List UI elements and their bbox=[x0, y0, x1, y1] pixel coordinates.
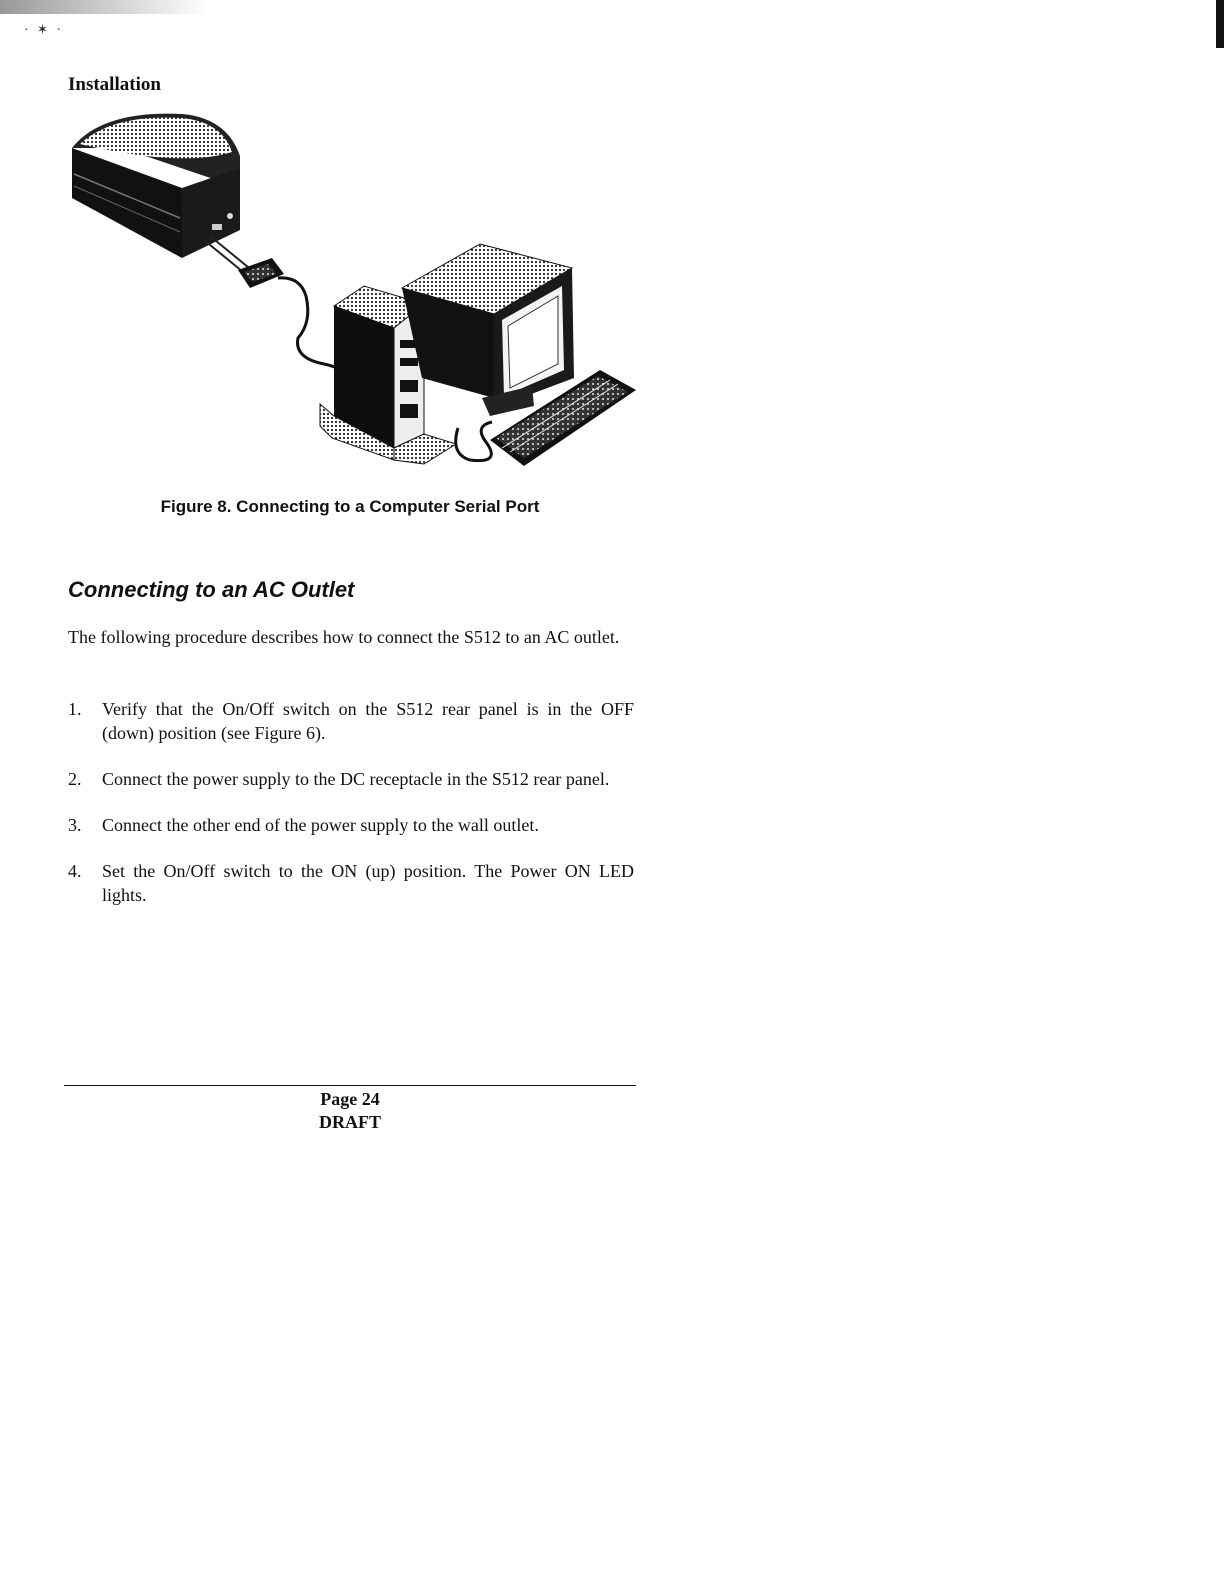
page-number: Page 24 bbox=[320, 1089, 380, 1109]
figure-illustration bbox=[62, 108, 642, 480]
running-header: Installation bbox=[68, 74, 161, 95]
step-number: 1. bbox=[68, 699, 82, 719]
section-heading: Connecting to an AC Outlet bbox=[68, 577, 355, 602]
intro-paragraph: The following procedure describes how to connect the S512 to an AC outlet. bbox=[68, 627, 620, 647]
list-item bbox=[68, 859, 634, 907]
step-text: Connect the power supply to the DC receptacle in the S512 rear panel. bbox=[102, 769, 610, 789]
list-item bbox=[68, 813, 634, 837]
scan-edge-mark bbox=[1216, 0, 1224, 48]
step-number: 2. bbox=[68, 769, 82, 789]
figure-caption: Figure 8. Connecting to a Computer Serial Port bbox=[160, 497, 540, 516]
draft-label: DRAFT bbox=[319, 1112, 381, 1132]
procedure-steps bbox=[68, 697, 634, 929]
s512-device-icon bbox=[72, 114, 240, 258]
step-text: Verify that the On/Off switch on the S512 rear panel is in the OFF (down) position (see Figure 6). bbox=[102, 699, 634, 743]
list-item bbox=[68, 767, 634, 791]
scan-artifact bbox=[0, 0, 210, 14]
list-item bbox=[68, 697, 634, 745]
step-number: 3. bbox=[68, 815, 82, 835]
step-text: Connect the other end of the power supply to the wall outlet. bbox=[102, 815, 539, 835]
footer-divider bbox=[64, 1085, 636, 1086]
scan-specks: ·✶· bbox=[24, 23, 70, 38]
monitor-icon bbox=[402, 244, 574, 416]
step-text: Set the On/Off switch to the ON (up) position. The Power ON LED lights. bbox=[102, 861, 634, 905]
step-number: 4. bbox=[68, 861, 82, 881]
